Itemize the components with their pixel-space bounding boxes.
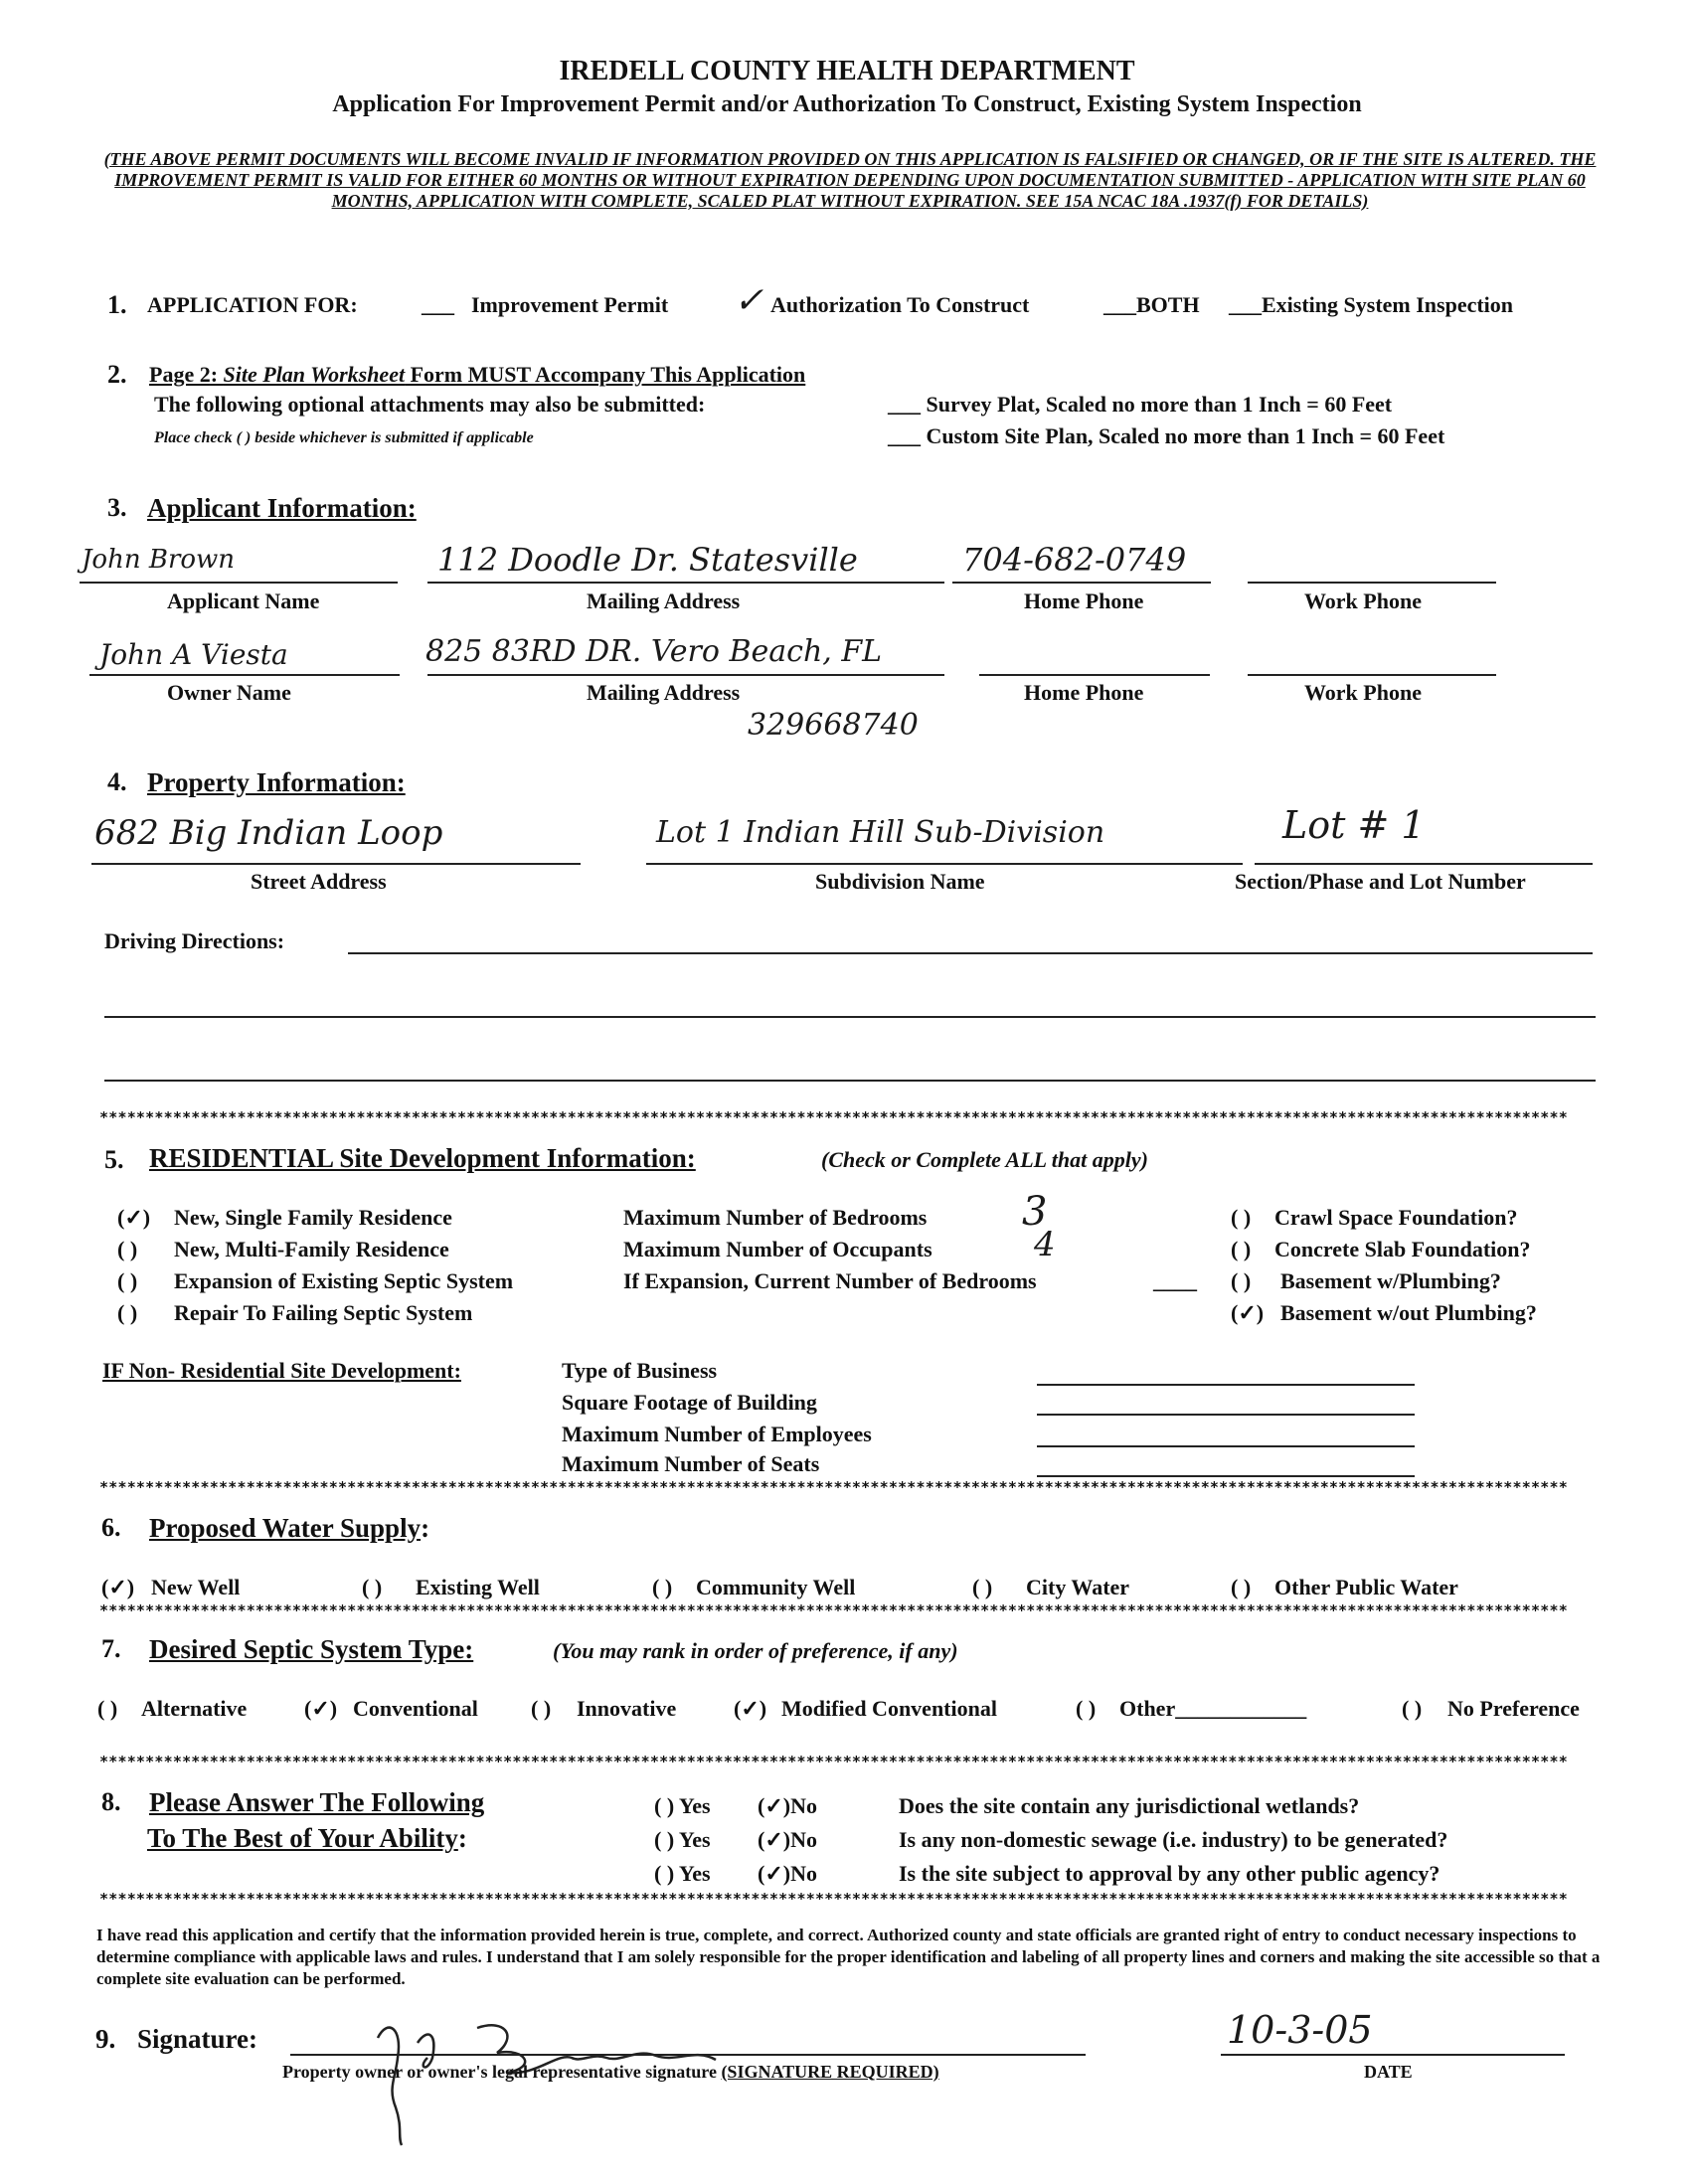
res-label-1: New, Multi-Family Residence [174,1237,449,1261]
water-supply-colon: : [421,1513,430,1543]
applicant-address-value: 112 Doodle Dr. Statesville [437,541,858,579]
authorization-check-mark: ✓ [734,280,764,321]
q2-text: Is any non-domestic sewage (i.e. industry) to be generated? [899,1827,1448,1852]
subdivision-line [646,863,1243,865]
nonres-field-3: Maximum Number of Seats [562,1451,820,1476]
authorization-option: Authorization To Construct [770,292,1030,317]
signature-caption-text: Property owner or owner's legal representative signature [282,2062,722,2082]
q2-no: (✓)No [758,1827,817,1852]
owner-home-phone-label: Home Phone [1024,680,1144,705]
nonres-heading: IF Non- Residential Site Development: [102,1358,461,1383]
water-box-0: (✓) [101,1575,135,1599]
nonres-line-0 [1037,1384,1415,1386]
septic-box-5: ( ) [1402,1696,1423,1721]
improvement-permit-blank: ___ [422,292,454,317]
res-box-1: ( ) [117,1237,138,1261]
septic-box-3: (✓) [734,1696,767,1721]
answer-heading-line2 [147,1823,467,1854]
section-lot-line [1255,863,1593,865]
foundation-label-3: Basement w/out Plumbing? [1280,1300,1537,1325]
septic-label-1: Conventional [353,1696,478,1721]
signature-label: Signature: [137,2024,258,2054]
residential-heading: RESIDENTIAL Site Development Information: [149,1143,696,1173]
date-value: 10-3-05 [1227,2008,1373,2052]
street-address-value: 682 Big Indian Loop [94,813,443,853]
mailing-address-label: Mailing Address [587,588,741,613]
section-6-number: 6. [101,1513,121,1542]
site-plan-suffix: Form MUST Accompany This Application [405,362,806,387]
water-box-3: ( ) [972,1575,993,1599]
occupants-label: Maximum Number of Occupants [623,1237,932,1261]
q3-no: (✓)No [758,1861,817,1886]
section-9-number: 9. [95,2024,116,2054]
signature-required: (SIGNATURE REQUIRED) [721,2062,939,2082]
res-label-2: Expansion of Existing Septic System [174,1268,514,1293]
bedrooms-value: 3 [1022,1189,1048,1235]
q3-yes: ( ) Yes [654,1861,711,1886]
separator-4: **************************************************************************************************************************************************************** [99,1754,1568,1769]
residential-note: (Check or Complete ALL that apply) [821,1147,1148,1172]
form-subtitle: Application For Improvement Permit and/or Authorization To Construct, Existing System Inspection [332,91,1362,117]
water-label-2: Community Well [696,1575,856,1599]
owner-name-line [89,674,400,676]
septic-label-5: No Preference [1447,1696,1580,1721]
bedrooms-label: Maximum Number of Bedrooms [623,1205,928,1230]
expansion-bedrooms-blank: ____ [1153,1268,1197,1293]
owner-address-line [427,674,944,676]
water-box-4: ( ) [1231,1575,1252,1599]
expansion-bedrooms-label: If Expansion, Current Number of Bedrooms [623,1268,1037,1293]
survey-plat-option: ___ Survey Plat, Scaled no more than 1 Inch = 60 Feet [888,392,1393,417]
res-box-2: ( ) [117,1268,138,1293]
water-label-3: City Water [1026,1575,1130,1599]
section-lot-label: Section/Phase and Lot Number [1235,869,1526,894]
signature-line [290,2054,1086,2056]
water-label-0: New Well [151,1575,241,1599]
certification-text: I have read this application and certify that the information provided herein is true, complete, and correct. Authorized county and state officials are granted right of entry to conduct necessary inspections to determine compliance with applicable laws and rules. I understand that I am solely responsible for the proper identification and labeling of all property lines and corners and making the site accessible so that a complete site evaluation can be performed. [96,1926,1601,1988]
department-title: IREDELL COUNTY HEALTH DEPARTMENT [559,56,1135,86]
date-line [1221,2054,1565,2056]
separator-1: **************************************************************************************************************************************************************** [99,1109,1568,1125]
date-label: DATE [1364,2062,1413,2082]
septic-label-2: Innovative [577,1696,677,1721]
occupants-value: 4 [1034,1225,1056,1264]
nonres-field-1: Square Footage of Building [562,1390,817,1415]
section-5-number: 5. [104,1145,124,1174]
site-plan-prefix: Page 2: [149,362,224,387]
foundation-label-2: Basement w/Plumbing? [1280,1268,1501,1293]
res-label-3: Repair To Failing Septic System [174,1300,473,1325]
nonres-line-2 [1037,1445,1415,1447]
owner-work-phone-line [1248,674,1496,676]
custom-site-plan-option: ___ Custom Site Plan, Scaled no more than 1 Inch = 60 Feet [888,423,1445,448]
applicant-info-heading: Applicant Information: [147,493,417,523]
water-label-4: Other Public Water [1274,1575,1458,1599]
septic-type-heading: Desired Septic System Type: [149,1634,474,1664]
q1-no: (✓)No [758,1793,817,1818]
site-plan-requirement [149,362,805,388]
owner-work-phone-label: Work Phone [1304,680,1422,705]
directions-line-1 [348,952,1593,954]
q3-text: Is the site subject to approval by any other public agency? [899,1861,1440,1886]
owner-mailing-label: Mailing Address [587,680,741,705]
foundation-label-1: Concrete Slab Foundation? [1274,1237,1531,1261]
water-label-1: Existing Well [416,1575,540,1599]
res-box-3: ( ) [117,1300,138,1325]
improvement-permit-option: Improvement Permit [471,292,669,317]
both-option: ___BOTH [1103,292,1200,317]
applicant-work-phone-line [1248,582,1496,584]
applicant-name-label: Applicant Name [167,588,320,613]
septic-label-4: Other____________ [1119,1696,1307,1721]
separator-5: **************************************************************************************************************************************************************** [99,1891,1568,1907]
nonres-line-1 [1037,1414,1415,1416]
section-8-number: 8. [101,1787,121,1816]
section-3-number: 3. [107,493,127,522]
answer-heading-colon: : [457,1823,467,1853]
separator-3: **************************************************************************************************************************************************************** [99,1602,1568,1618]
water-box-2: ( ) [652,1575,673,1599]
applicant-address-line [427,582,944,584]
res-label-0: New, Single Family Residence [174,1205,452,1230]
answer-heading-line2-text: To The Best of Your Ability [147,1823,458,1853]
septic-label-0: Alternative [141,1696,248,1721]
res-box-0: (✓) [117,1205,151,1230]
street-address-label: Street Address [251,869,387,894]
lot-number-value: Lot # 1 [1282,803,1426,847]
answer-heading-line1: Please Answer The Following [149,1787,485,1817]
water-box-1: ( ) [362,1575,383,1599]
optional-attachments-text: The following optional attachments may also be submitted: [154,392,706,417]
directions-line-3 [104,1080,1596,1082]
section-7-number: 7. [101,1634,121,1663]
applicant-home-phone-value: 704-682-0749 [962,541,1187,579]
nonres-field-0: Type of Business [562,1358,718,1383]
septic-box-2: ( ) [531,1696,552,1721]
owner-name-value: John A Viesta [99,638,288,671]
application-for-label: APPLICATION FOR: [147,292,358,317]
validity-notice: (THE ABOVE PERMIT DOCUMENTS WILL BECOME INVALID IF INFORMATION PROVIDED ON THIS APPLICATION IS FALSIFIED OR CHANGED, OR IF THE SITE IS ALTERED. THE IMPROVEMENT PERMIT IS VALID FOR EITHER 60 MONTHS OR WITHOUT EXPIRATION DEPENDING UPON DOCUMENTATION SUBMITTED - APPLICATION WITH SITE PLAN 60 MONTHS, APPLICATION WITH COMPLETE, SCALED PLAT WITHOUT EXPIRATION. SEE 15A NCAC 18A .1937(f) FOR DETAILS) [103,149,1597,211]
applicant-home-phone-line [952,582,1211,584]
applicant-name-line [80,582,398,584]
owner-home-phone-line [979,674,1210,676]
foundation-box-2: ( ) [1231,1268,1252,1293]
q1-text: Does the site contain any jurisdictional wetlands? [899,1793,1360,1818]
septic-box-1: (✓) [304,1696,338,1721]
septic-type-note: (You may rank in order of preference, if any) [553,1638,958,1663]
foundation-box-1: ( ) [1231,1237,1252,1261]
driving-directions-label: Driving Directions: [104,928,285,953]
foundation-label-0: Crawl Space Foundation? [1274,1205,1518,1230]
owner-name-label: Owner Name [167,680,291,705]
home-phone-label: Home Phone [1024,588,1144,613]
owner-address-value: 825 83RD DR. Vero Beach, FL [425,634,883,669]
subdivision-value: Lot 1 Indian Hill Sub-Division [656,815,1105,850]
street-address-line [91,863,581,865]
separator-2: **************************************************************************************************************************************************************** [99,1479,1568,1495]
existing-inspection-option: ___Existing System Inspection [1229,292,1514,317]
signature-caption [282,2062,939,2083]
q2-yes: ( ) Yes [654,1827,711,1852]
foundation-box-3: (✓) [1231,1300,1265,1325]
property-info-heading: Property Information: [147,767,406,797]
directions-line-2 [104,1016,1596,1018]
section-4-number: 4. [107,767,127,796]
water-supply-heading [149,1513,429,1544]
septic-box-4: ( ) [1076,1696,1097,1721]
nonres-field-2: Maximum Number of Employees [562,1422,872,1446]
q1-yes: ( ) Yes [654,1793,711,1818]
nonres-line-3 [1037,1475,1415,1477]
foundation-box-0: ( ) [1231,1205,1252,1230]
septic-label-3: Modified Conventional [781,1696,997,1721]
place-check-note: Place check ( ) beside whichever is submitted if applicable [154,429,534,446]
water-supply-heading-text: Proposed Water Supply [149,1513,422,1543]
work-phone-label: Work Phone [1304,588,1422,613]
site-plan-worksheet: Site Plan Worksheet [223,362,406,387]
subdivision-label: Subdivision Name [815,869,985,894]
applicant-name-value: John Brown [82,545,236,575]
section-1-number: 1. [107,290,127,319]
owner-zip-value: 329668740 [748,708,919,743]
section-2-number: 2. [107,360,127,389]
septic-box-0: ( ) [97,1696,118,1721]
